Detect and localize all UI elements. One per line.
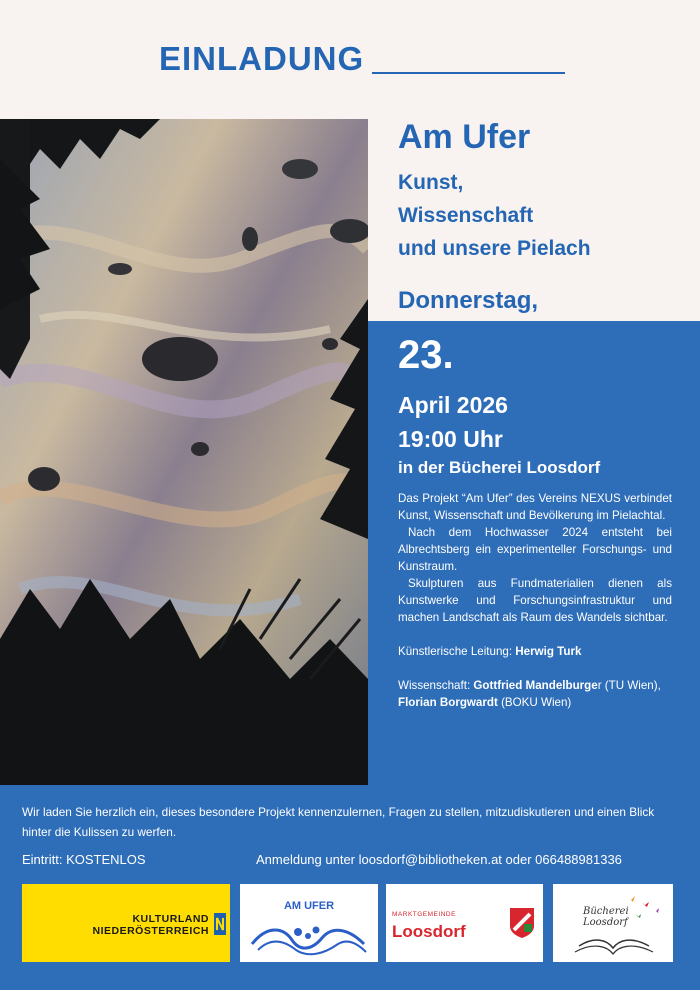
page-title: EINLADUNG bbox=[159, 40, 365, 77]
description-paragraph-1: Das Projekt “Am Ufer” des Vereins NEXUS verbindet Kunst, Wissenschaft und Bevölkerung im Pielachtal. bbox=[398, 492, 672, 522]
registration-info[interactable]: Anmeldung unter loosdorf@bibliotheken.at oder 066488981336 bbox=[256, 852, 622, 867]
am-ufer-logo bbox=[240, 884, 378, 962]
science-rest-2: (BOKU Wien) bbox=[497, 696, 572, 709]
event-description bbox=[398, 490, 672, 711]
science-rest-1: r (TU Wien), bbox=[597, 679, 661, 692]
invitation-text: Wir laden Sie herzlich ein, dieses besondere Projekt kennenzulernen, Fragen zu stellen, mitzudiskutieren und einen Blick hinter die Kulissen zu werfen. bbox=[22, 805, 655, 839]
science-name-1: Gottfried Mandelburge bbox=[473, 679, 598, 692]
event-name: Am Ufer bbox=[398, 118, 531, 156]
event-time: 19:00 Uhr bbox=[398, 426, 503, 452]
book-butterflies-icon bbox=[559, 890, 667, 958]
title-underline bbox=[372, 72, 565, 74]
event-day: 23. bbox=[398, 333, 454, 377]
kulturland-line-1: KULTURLAND bbox=[132, 913, 209, 925]
loosdorf-crest-icon bbox=[510, 908, 534, 938]
noe-emblem-icon bbox=[214, 913, 226, 935]
kulturland-text bbox=[34, 913, 209, 937]
science-credits bbox=[398, 677, 672, 711]
artistic-lead-label: Künstlerische Leitung: bbox=[398, 645, 516, 658]
buecherei-logo-text: Bücherei Loosdorf bbox=[583, 906, 629, 928]
loosdorf-logo-name: Loosdorf bbox=[392, 922, 466, 941]
science-name-2: Florian Borgwardt bbox=[398, 696, 498, 709]
river-icon bbox=[248, 914, 370, 958]
buecherei-logo bbox=[553, 884, 673, 962]
event-subtitle bbox=[398, 166, 678, 265]
description-paragraph-3: Skulpturen aus Fundmaterialien dienen als Kunstwerke und Forschungsinfrastruktur und machen Landschaft als Raum des Wandels sichtbar. bbox=[398, 577, 672, 624]
entry-fee: Eintritt: KOSTENLOS bbox=[22, 852, 146, 867]
artistic-lead-name: Herwig Turk bbox=[515, 645, 582, 658]
subtitle-line-3: und unsere Pielach bbox=[398, 237, 591, 260]
kulturland-logo bbox=[22, 884, 230, 962]
artistic-lead bbox=[398, 643, 672, 660]
am-ufer-logo-text: AM UFER bbox=[283, 900, 335, 912]
description-paragraph-2: Nach dem Hochwasser 2024 entsteht bei Albrechtsberg ein experimenteller Forschungs- und Kunstraum. bbox=[398, 526, 672, 573]
event-place: in der Bücherei Loosdorf bbox=[398, 458, 601, 477]
subtitle-line-2: Wissenschaft bbox=[398, 204, 534, 227]
oil-water-photo bbox=[0, 119, 368, 785]
event-month-year: April 2026 bbox=[398, 392, 508, 418]
subtitle-line-1: Kunst, bbox=[398, 171, 464, 194]
loosdorf-logo bbox=[386, 884, 543, 962]
event-weekday: Donnerstag, bbox=[398, 287, 539, 314]
science-label: Wissenschaft: bbox=[398, 679, 474, 692]
kulturland-line-2: NIEDERÖSTERREICH bbox=[92, 925, 209, 937]
loosdorf-logo-small: MARKTGEMEINDE bbox=[392, 911, 456, 918]
oil-water-image bbox=[0, 119, 368, 785]
